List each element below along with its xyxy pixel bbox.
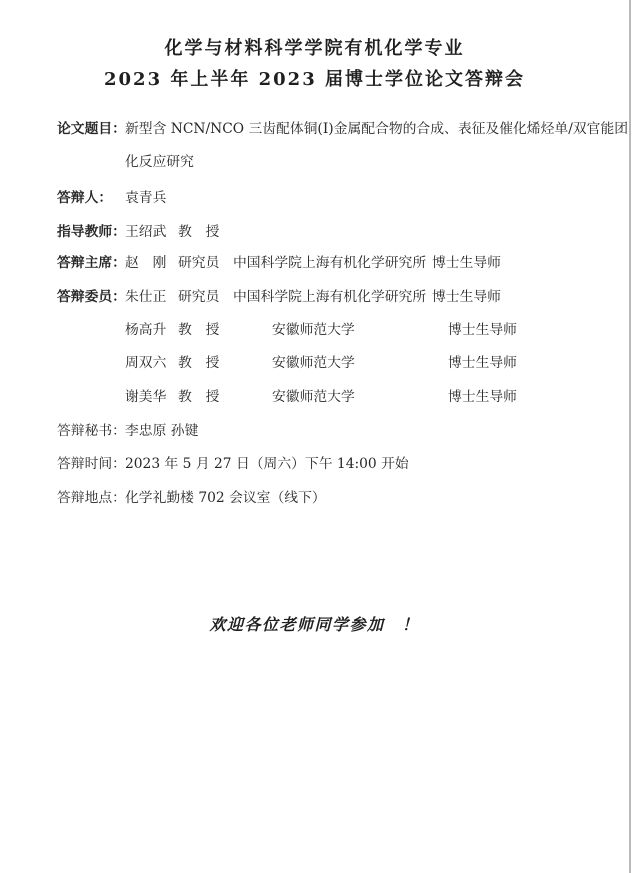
location-row: [0, 490, 629, 510]
chair-title: 研究员: [178, 255, 220, 271]
advisor-label: 指导教师：: [57, 224, 126, 240]
committee-member-role: 博士生导师: [448, 322, 517, 338]
committee-member-organization: 中国科学院上海有机化学研究所: [233, 289, 427, 305]
committee-label: 答辩委员：: [57, 289, 126, 305]
committee-member-name: 谢美华: [125, 389, 167, 405]
chair-organization: 中国科学院上海有机化学研究所: [233, 255, 427, 271]
committee-member-name: 周双六: [125, 355, 167, 371]
time-row: [0, 456, 629, 476]
committee-member-name: 朱仕正: [125, 289, 167, 305]
committee-member-role: 博士生导师: [448, 389, 517, 405]
committee-member-title: 教 授: [178, 322, 220, 338]
defender-label: 答辩人：: [57, 190, 113, 206]
committee-member-organization: 安徽师范大学: [272, 322, 355, 338]
secretary-row: [0, 423, 629, 443]
welcome-message: 欢迎各位老师同学参加 ！: [209, 615, 420, 634]
secretary-names: 李忠原 孙键: [125, 423, 199, 439]
chair-role: 博士生导师: [432, 255, 501, 271]
secretary-label: 答辩秘书：: [57, 423, 126, 439]
advisor-name: 王绍武: [125, 224, 167, 240]
committee-member-name: 杨高升: [125, 322, 167, 338]
committee-row: [0, 355, 629, 375]
thesis-title-line2: 化反应研究: [125, 154, 194, 170]
location-label: 答辩地点：: [57, 490, 126, 506]
location-value: 化学礼勤楼 702 会议室（线下）: [125, 490, 326, 506]
time-value: 2023 年 5 月 27 日（周六）下午 14:00 开始: [125, 456, 409, 472]
time-label: 答辩时间：: [57, 456, 126, 472]
defender-name: 袁青兵: [125, 190, 167, 206]
committee-member-organization: 安徽师范大学: [272, 355, 355, 371]
chair-label: 答辩主席：: [57, 255, 126, 271]
thesis-title-label: 论文题目：: [57, 121, 126, 137]
document-title-line1: 化学与材料科学学院有机化学专业: [164, 38, 465, 59]
page-edge-line: [629, 0, 631, 873]
document-title-line2: 2023 年上半年 2023 届博士学位论文答辩会: [104, 69, 525, 90]
committee-member-organization: 安徽师范大学: [272, 389, 355, 405]
chair-row: [0, 255, 629, 275]
committee-member-title: 研究员: [178, 289, 220, 305]
chair-name: 赵 刚: [125, 255, 167, 271]
advisor-row: [0, 224, 629, 244]
committee-row: [0, 389, 629, 409]
committee-member-title: 教 授: [178, 389, 220, 405]
committee-row: [0, 289, 629, 309]
committee-member-role: 博士生导师: [448, 355, 517, 371]
thesis-title-line1: 新型含 NCN/NCO 三齿配体铜(I)金属配合物的合成、表征及催化烯烃单/双官能团: [125, 121, 629, 137]
thesis-title-row: [0, 121, 629, 141]
committee-member-title: 教 授: [178, 355, 220, 371]
committee-row: [0, 322, 629, 342]
committee-member-role: 博士生导师: [432, 289, 501, 305]
defender-row: [0, 190, 629, 210]
advisor-title: 教 授: [178, 224, 220, 240]
thesis-title-row-wrap: [0, 154, 629, 174]
